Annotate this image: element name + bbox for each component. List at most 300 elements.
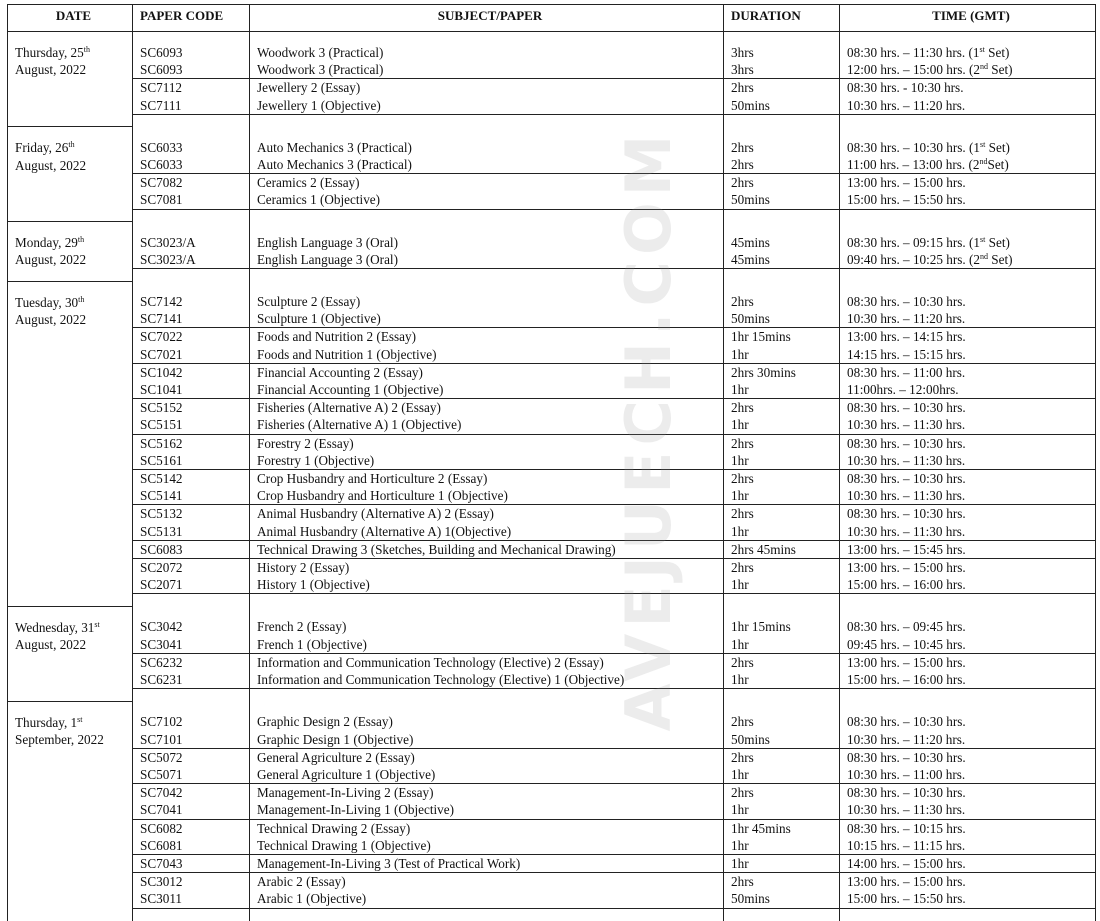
date-weekday — [15, 139, 132, 156]
table-row — [8, 310, 1096, 328]
separator-cell — [133, 594, 250, 607]
paper-code-cell: SC7142 — [133, 281, 250, 310]
separator-cell — [133, 689, 250, 702]
paper-code-cell: SC7112 — [133, 79, 250, 97]
table-row — [8, 399, 1096, 417]
subject-cell: Foods and Nutrition 2 (Essay) — [250, 328, 724, 346]
date-month-year: September, 2022 — [15, 732, 104, 747]
time-cell — [840, 606, 1096, 635]
separator-cell — [250, 269, 724, 282]
date-month-year: August, 2022 — [15, 252, 87, 268]
time-range: 15:00 hrs. – 16:00 hrs. — [847, 577, 966, 593]
time-range: 08:30 hrs. – 10:30 hrs. — [847, 435, 966, 451]
subject-cell: Arabic 1 (Objective) — [250, 890, 724, 908]
table-row — [8, 701, 1096, 730]
separator-cell — [133, 114, 250, 127]
date-month-year: August, 2022 — [15, 62, 87, 78]
duration-cell: 2hrs 30mins — [724, 363, 840, 381]
time-cell — [840, 328, 1096, 346]
time-cell — [840, 653, 1096, 671]
paper-code-cell: SC6093 — [133, 32, 250, 62]
table-row — [8, 505, 1096, 523]
paper-code-cell: SC3023/A — [133, 251, 250, 269]
time-cell — [840, 701, 1096, 730]
subject-cell: Forestry 1 (Objective) — [250, 452, 724, 470]
time-range: 10:30 hrs. – 11:30 hrs. — [847, 802, 966, 818]
date-cell — [8, 127, 133, 222]
day-separator-row — [8, 209, 1096, 222]
paper-code-cell: SC6033 — [133, 156, 250, 174]
separator-cell — [724, 594, 840, 607]
duration-cell: 1hr — [724, 576, 840, 594]
header-date: DATE — [8, 5, 133, 32]
paper-code-cell: SC5071 — [133, 766, 250, 784]
time-set-ordinal: nd — [979, 62, 988, 72]
subject-cell: Auto Mechanics 3 (Practical) — [250, 127, 724, 156]
time-cell — [840, 819, 1096, 837]
time-cell — [840, 416, 1096, 434]
subject-cell: Technical Drawing 3 (Sketches, Building and Mechanical Drawing) — [250, 540, 724, 558]
time-range: 08:30 hrs. – 10:30 hrs. — [847, 400, 966, 416]
separator-cell — [724, 689, 840, 702]
paper-code-cell: SC7081 — [133, 191, 250, 209]
table-row — [8, 381, 1096, 399]
duration-cell: 1hr 15mins — [724, 328, 840, 346]
time-range: 11:00hrs. – 12:00hrs. — [847, 382, 959, 398]
table-row — [8, 251, 1096, 269]
time-range: 08:30 hrs. – 10:30 hrs. — [847, 749, 966, 765]
table-row — [8, 416, 1096, 434]
subject-cell: Graphic Design 2 (Essay) — [250, 701, 724, 730]
subject-cell: Technical Drawing 2 (Essay) — [250, 819, 724, 837]
timetable-container — [7, 4, 1095, 921]
paper-code-cell: SC7022 — [133, 328, 250, 346]
date-ordinal-suffix: th — [68, 140, 75, 150]
table-row — [8, 470, 1096, 488]
separator-cell — [724, 908, 840, 921]
duration-cell: 1hr — [724, 416, 840, 434]
watermark-text: AVEJUECH.COM — [612, 128, 685, 732]
table-row — [8, 281, 1096, 310]
duration-cell: 1hr — [724, 854, 840, 872]
time-cell — [840, 32, 1096, 62]
duration-cell: 2hrs — [724, 470, 840, 488]
time-cell — [840, 281, 1096, 310]
paper-code-cell: SC5161 — [133, 452, 250, 470]
time-cell — [840, 890, 1096, 908]
subject-cell: English Language 3 (Oral) — [250, 251, 724, 269]
table-row — [8, 127, 1096, 156]
separator-cell — [133, 908, 250, 921]
date-cell — [8, 606, 133, 701]
table-row — [8, 79, 1096, 97]
time-cell — [840, 487, 1096, 505]
subject-cell: Auto Mechanics 3 (Practical) — [250, 156, 724, 174]
time-range: 11:00 hrs. – 13:00 hrs. (2 — [847, 157, 980, 173]
separator-cell — [840, 908, 1096, 921]
time-cell — [840, 576, 1096, 594]
time-range: 13:00 hrs. – 15:00 hrs. — [847, 654, 966, 670]
header-subject: SUBJECT/PAPER — [250, 5, 724, 32]
time-set-ordinal: nd — [979, 251, 988, 261]
paper-code-cell: SC7102 — [133, 701, 250, 730]
paper-code-cell: SC6083 — [133, 540, 250, 558]
subject-cell: Woodwork 3 (Practical) — [250, 61, 724, 79]
separator-cell — [724, 114, 840, 127]
date-month-year: August, 2022 — [15, 311, 87, 327]
subject-cell: French 2 (Essay) — [250, 606, 724, 635]
table-row — [8, 32, 1096, 62]
subject-cell: Management-In-Living 1 (Objective) — [250, 801, 724, 819]
paper-code-cell: SC5131 — [133, 523, 250, 541]
paper-code-cell: SC5162 — [133, 434, 250, 452]
date-weekday — [15, 44, 132, 61]
date-ordinal-suffix: th — [83, 45, 90, 54]
time-range: 13:00 hrs. – 14:15 hrs. — [847, 329, 966, 345]
table-row — [8, 222, 1096, 251]
time-range: 14:15 hrs. – 15:15 hrs. — [847, 346, 966, 362]
table-row — [8, 363, 1096, 381]
separator-cell — [724, 269, 840, 282]
time-set-ordinal: st — [979, 45, 985, 54]
time-cell — [840, 363, 1096, 381]
time-set-ordinal: nd — [979, 157, 988, 167]
duration-cell: 1hr — [724, 381, 840, 399]
duration-cell: 2hrs — [724, 559, 840, 577]
time-range: 08:30 hrs. – 10:30 hrs. — [847, 471, 966, 487]
separator-cell — [133, 269, 250, 282]
paper-code-cell: SC6082 — [133, 819, 250, 837]
paper-code-cell: SC3012 — [133, 873, 250, 891]
duration-cell: 50mins — [724, 310, 840, 328]
time-cell — [840, 671, 1096, 689]
subject-cell: English Language 3 (Oral) — [250, 222, 724, 251]
time-range: 08:30 hrs. – 10:30 hrs. — [847, 294, 966, 310]
time-range: 15:00 hrs. – 16:00 hrs. — [847, 672, 966, 688]
table-row — [8, 890, 1096, 908]
separator-cell — [250, 689, 724, 702]
time-range: 08:30 hrs. – 10:30 hrs. — [847, 785, 966, 801]
time-range: 13:00 hrs. – 15:45 hrs. — [847, 541, 966, 557]
subject-cell: Animal Husbandry (Alternative A) 1(Objective) — [250, 523, 724, 541]
time-cell — [840, 731, 1096, 749]
duration-cell: 2hrs — [724, 156, 840, 174]
time-range: 08:30 hrs. – 10:30 hrs. — [847, 714, 966, 730]
table-row — [8, 559, 1096, 577]
time-set-label: Set) — [985, 139, 1010, 155]
duration-cell: 45mins — [724, 251, 840, 269]
time-cell — [840, 748, 1096, 766]
subject-cell: History 1 (Objective) — [250, 576, 724, 594]
time-range: 08:30 hrs. – 11:30 hrs. (1 — [847, 45, 980, 60]
duration-cell: 1hr — [724, 452, 840, 470]
table-row — [8, 487, 1096, 505]
subject-cell: Animal Husbandry (Alternative A) 2 (Essay) — [250, 505, 724, 523]
subject-cell: Woodwork 3 (Practical) — [250, 32, 724, 62]
time-cell — [840, 381, 1096, 399]
duration-cell: 2hrs — [724, 873, 840, 891]
duration-cell: 1hr — [724, 487, 840, 505]
time-range: 14:00 hrs. – 15:00 hrs. — [847, 855, 966, 871]
time-set-label: Set) — [987, 62, 1013, 78]
time-range: 13:00 hrs. – 15:00 hrs. — [847, 175, 966, 191]
time-cell — [840, 310, 1096, 328]
subject-cell: Management-In-Living 3 (Test of Practical Work) — [250, 854, 724, 872]
separator-cell — [840, 689, 1096, 702]
date-cell — [8, 32, 133, 127]
paper-code-cell: SC1042 — [133, 363, 250, 381]
time-cell — [840, 505, 1096, 523]
time-set-ordinal: st — [979, 234, 986, 244]
time-cell — [840, 434, 1096, 452]
subject-cell: Crop Husbandry and Horticulture 1 (Objective) — [250, 487, 724, 505]
date-cell — [8, 281, 133, 606]
paper-code-cell: SC7111 — [133, 97, 250, 115]
table-row — [8, 671, 1096, 689]
time-cell — [840, 854, 1096, 872]
subject-cell: Information and Communication Technology (Elective) 1 (Objective) — [250, 671, 724, 689]
subject-cell: General Agriculture 2 (Essay) — [250, 748, 724, 766]
day-separator-row — [8, 689, 1096, 702]
time-range: 08:30 hrs. – 10:30 hrs. (1 — [847, 139, 980, 155]
duration-cell: 2hrs — [724, 399, 840, 417]
separator-cell — [840, 114, 1096, 127]
duration-cell: 50mins — [724, 191, 840, 209]
date-weekday-text: Tuesday, 30 — [15, 294, 79, 310]
header-time: TIME (GMT) — [840, 5, 1096, 32]
table-row — [8, 606, 1096, 635]
duration-cell: 2hrs — [724, 748, 840, 766]
time-cell — [840, 452, 1096, 470]
subject-cell: Technical Drawing 1 (Objective) — [250, 837, 724, 855]
subject-cell: Graphic Design 1 (Objective) — [250, 731, 724, 749]
duration-cell: 1hr — [724, 766, 840, 784]
time-cell — [840, 191, 1096, 209]
time-cell — [840, 801, 1096, 819]
paper-code-cell: SC6232 — [133, 653, 250, 671]
duration-cell: 3hrs — [724, 32, 840, 62]
time-set-label: Set) — [985, 234, 1010, 250]
subject-cell: Jewellery 2 (Essay) — [250, 79, 724, 97]
time-range: 13:00 hrs. – 15:00 hrs. — [847, 874, 966, 890]
day-separator-row — [8, 594, 1096, 607]
date-weekday-text: Monday, 29 — [15, 235, 78, 251]
timetable-body — [8, 32, 1096, 921]
paper-code-cell: SC5141 — [133, 487, 250, 505]
subject-cell: Fisheries (Alternative A) 2 (Essay) — [250, 399, 724, 417]
duration-cell: 45mins — [724, 222, 840, 251]
time-set-label: Set) — [984, 45, 1010, 60]
duration-cell: 50mins — [724, 731, 840, 749]
time-range: 08:30 hrs. – 10:30 hrs. — [847, 506, 966, 522]
duration-cell: 2hrs — [724, 653, 840, 671]
duration-cell: 2hrs — [724, 174, 840, 192]
date-ordinal-suffix: th — [78, 294, 85, 304]
paper-code-cell: SC7041 — [133, 801, 250, 819]
time-cell — [840, 784, 1096, 802]
time-range: 13:00 hrs. – 15:00 hrs. — [847, 560, 966, 576]
table-row — [8, 766, 1096, 784]
date-weekday — [15, 714, 132, 731]
table-row — [8, 540, 1096, 558]
table-row — [8, 434, 1096, 452]
day-separator-row — [8, 269, 1096, 282]
time-set-label: Set) — [987, 157, 1009, 173]
time-cell — [840, 470, 1096, 488]
time-cell — [840, 346, 1096, 364]
paper-code-cell: SC3042 — [133, 606, 250, 635]
subject-cell: Jewellery 1 (Objective) — [250, 97, 724, 115]
subject-cell: General Agriculture 1 (Objective) — [250, 766, 724, 784]
duration-cell: 50mins — [724, 97, 840, 115]
separator-cell — [840, 269, 1096, 282]
time-range: 10:30 hrs. – 11:30 hrs. — [847, 452, 966, 468]
duration-cell: 2hrs 45mins — [724, 540, 840, 558]
duration-cell: 2hrs — [724, 79, 840, 97]
separator-cell — [250, 114, 724, 127]
time-range: 10:30 hrs. – 11:00 hrs. — [847, 766, 966, 782]
exam-timetable — [7, 4, 1096, 921]
time-cell — [840, 523, 1096, 541]
table-row — [8, 819, 1096, 837]
time-range: 10:30 hrs. – 11:20 hrs. — [847, 97, 966, 113]
date-month-year: August, 2022 — [15, 157, 87, 173]
date-ordinal-suffix: th — [77, 235, 85, 245]
time-cell — [840, 79, 1096, 97]
subject-cell: Arabic 2 (Essay) — [250, 873, 724, 891]
time-range: 09:45 hrs. – 10:45 hrs. — [847, 636, 966, 652]
table-row — [8, 523, 1096, 541]
time-cell — [840, 540, 1096, 558]
date-weekday-text: Thursday, 1 — [15, 714, 78, 730]
table-row — [8, 784, 1096, 802]
table-row — [8, 156, 1096, 174]
time-cell — [840, 127, 1096, 156]
time-range: 12:00 hrs. – 15:00 hrs. (2 — [847, 62, 980, 78]
paper-code-cell: SC5142 — [133, 470, 250, 488]
table-row — [8, 174, 1096, 192]
time-range: 15:00 hrs. – 15:50 hrs. — [847, 192, 966, 208]
subject-cell: Forestry 2 (Essay) — [250, 434, 724, 452]
paper-code-cell: SC5151 — [133, 416, 250, 434]
time-cell — [840, 559, 1096, 577]
duration-cell: 1hr — [724, 523, 840, 541]
header-paper-code: PAPER CODE — [133, 5, 250, 32]
separator-cell — [840, 209, 1096, 222]
date-weekday-text: Thursday, 25 — [15, 45, 84, 60]
time-range: 08:30 hrs. – 09:15 hrs. (1 — [847, 234, 980, 250]
table-row — [8, 854, 1096, 872]
duration-cell: 1hr 15mins — [724, 606, 840, 635]
paper-code-cell: SC6093 — [133, 61, 250, 79]
subject-cell: Management-In-Living 2 (Essay) — [250, 784, 724, 802]
table-row — [8, 346, 1096, 364]
subject-cell: Foods and Nutrition 1 (Objective) — [250, 346, 724, 364]
paper-code-cell: SC2072 — [133, 559, 250, 577]
paper-code-cell: SC6033 — [133, 127, 250, 156]
subject-cell: Fisheries (Alternative A) 1 (Objective) — [250, 416, 724, 434]
duration-cell: 2hrs — [724, 281, 840, 310]
paper-code-cell: SC3011 — [133, 890, 250, 908]
duration-cell: 2hrs — [724, 784, 840, 802]
time-range: 08:30 hrs. – 10:15 hrs. — [847, 820, 966, 836]
paper-code-cell: SC1041 — [133, 381, 250, 399]
paper-code-cell: SC3041 — [133, 636, 250, 654]
time-range: 10:15 hrs. – 11:15 hrs. — [847, 837, 966, 853]
header-duration: DURATION — [724, 5, 840, 32]
subject-cell: History 2 (Essay) — [250, 559, 724, 577]
time-range: 10:30 hrs. – 11:20 hrs. — [847, 311, 966, 327]
time-cell — [840, 61, 1096, 79]
duration-cell: 1hr — [724, 346, 840, 364]
time-range: 08:30 hrs. – 09:45 hrs. — [847, 619, 966, 635]
time-range: 08:30 hrs. - 10:30 hrs. — [847, 80, 964, 96]
table-row — [8, 731, 1096, 749]
subject-cell: Financial Accounting 2 (Essay) — [250, 363, 724, 381]
time-cell — [840, 174, 1096, 192]
date-cell — [8, 701, 133, 920]
duration-cell: 2hrs — [724, 505, 840, 523]
separator-cell — [250, 209, 724, 222]
time-cell — [840, 873, 1096, 891]
time-cell — [840, 222, 1096, 251]
day-separator-row — [8, 908, 1096, 921]
table-row — [8, 837, 1096, 855]
table-row — [8, 61, 1096, 79]
date-ordinal-suffix: st — [77, 714, 83, 724]
table-row — [8, 748, 1096, 766]
separator-cell — [724, 209, 840, 222]
table-row — [8, 97, 1096, 115]
time-cell — [840, 156, 1096, 174]
date-weekday — [15, 234, 132, 251]
subject-cell: Financial Accounting 1 (Objective) — [250, 381, 724, 399]
date-weekday — [15, 619, 132, 636]
table-row — [8, 328, 1096, 346]
duration-cell: 1hr — [724, 671, 840, 689]
duration-cell: 2hrs — [724, 701, 840, 730]
paper-code-cell: SC7021 — [133, 346, 250, 364]
paper-code-cell: SC5132 — [133, 505, 250, 523]
paper-code-cell: SC7043 — [133, 854, 250, 872]
header-row — [8, 5, 1096, 32]
time-cell — [840, 97, 1096, 115]
time-range: 10:30 hrs. – 11:30 hrs. — [847, 523, 966, 539]
paper-code-cell: SC5152 — [133, 399, 250, 417]
subject-cell: Ceramics 1 (Objective) — [250, 191, 724, 209]
separator-cell — [250, 594, 724, 607]
date-weekday-text: Friday, 26 — [15, 140, 69, 156]
table-row — [8, 452, 1096, 470]
subject-cell: Sculpture 2 (Essay) — [250, 281, 724, 310]
duration-cell: 50mins — [724, 890, 840, 908]
time-cell — [840, 399, 1096, 417]
duration-cell: 1hr — [724, 636, 840, 654]
time-range: 10:30 hrs. – 11:30 hrs. — [847, 488, 966, 504]
paper-code-cell: SC6231 — [133, 671, 250, 689]
table-row — [8, 801, 1096, 819]
duration-cell: 1hr — [724, 837, 840, 855]
separator-cell — [250, 908, 724, 921]
time-range: 10:30 hrs. – 11:30 hrs. — [847, 417, 966, 433]
subject-cell: French 1 (Objective) — [250, 636, 724, 654]
paper-code-cell: SC7101 — [133, 731, 250, 749]
paper-code-cell: SC5072 — [133, 748, 250, 766]
duration-cell: 2hrs — [724, 127, 840, 156]
paper-code-cell: SC2071 — [133, 576, 250, 594]
subject-cell: Information and Communication Technology (Elective) 2 (Essay) — [250, 653, 724, 671]
subject-cell: Ceramics 2 (Essay) — [250, 174, 724, 192]
